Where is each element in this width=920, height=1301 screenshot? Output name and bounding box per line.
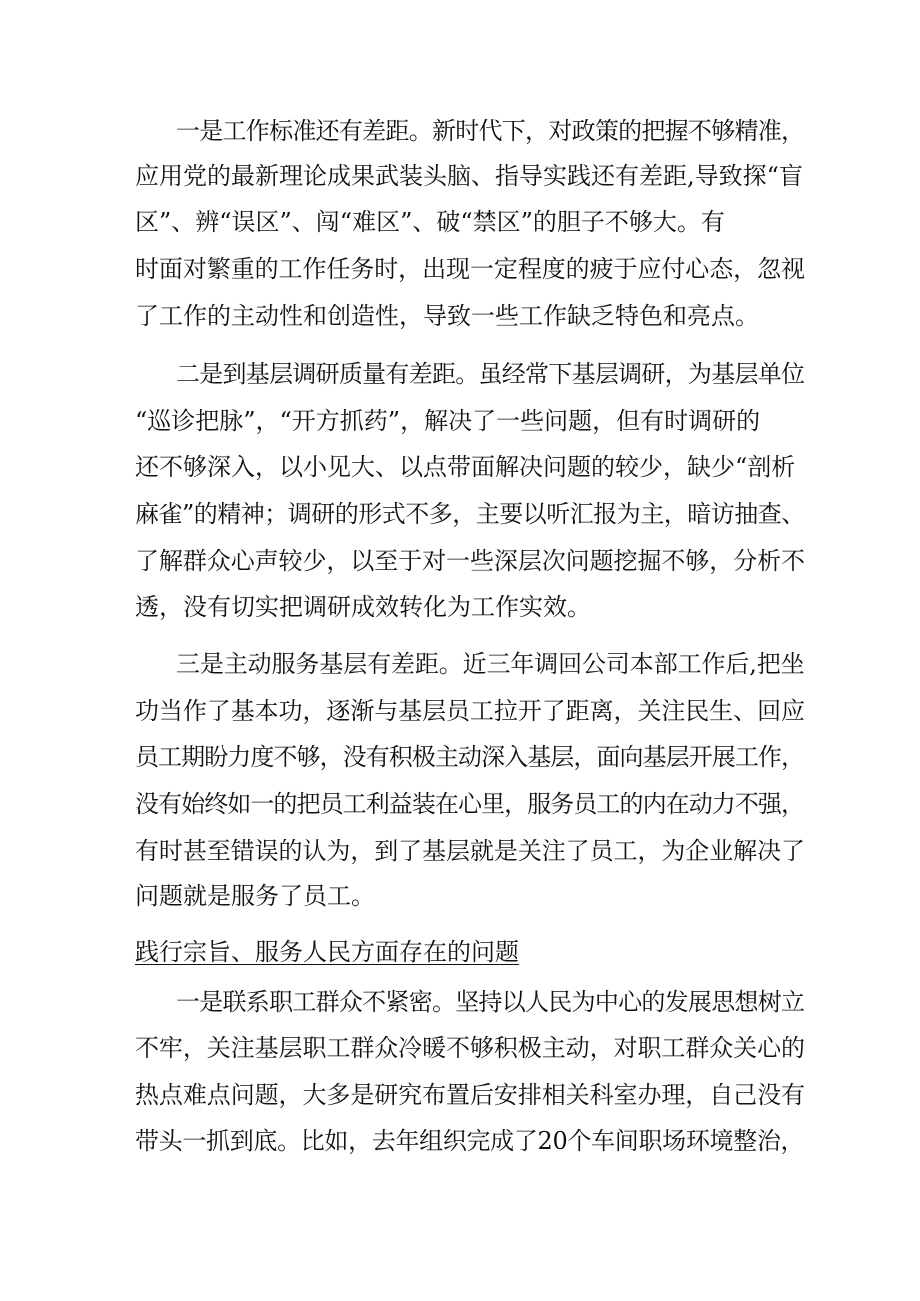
paragraph-line: 问题就是服务了员工。 <box>135 882 375 910</box>
paragraph-line: 没有始终如一的把员工利益装在心里，服务员工的内在动力不强， <box>135 790 805 818</box>
section-heading: 践行宗旨、服务人民方面存在的问题 <box>135 938 519 966</box>
paragraph-line: 员工期盼力度不够，没有积极主动深入基层，面向基层开展工作， <box>135 743 805 771</box>
paragraph-line: 了工作的主动性和创造性，导致一些工作缺乏特色和亮点。 <box>135 302 759 330</box>
paragraph-line: 三是主动服务基层有差距。近三年调回公司本部工作后,把坐 <box>176 650 805 678</box>
paragraph-line: 一是联系职工群众不紧密。坚持以人民为中心的发展思想树立 <box>176 988 805 1016</box>
paragraph-line: 不牢，关注基层职工群众冷暖不够积极主动，对职工群众关心的 <box>135 1034 805 1062</box>
paragraph-line: 时面对繁重的工作任务时，出现一定程度的疲于应付心态，忽视 <box>135 255 805 283</box>
paragraph-line: “巡诊把脉”，“开方抓药”，解决了一些问题，但有时调研的 <box>135 407 761 435</box>
paragraph-line: 区”、辨“误区”、闯“难区”、破“禁区”的胆子不够大。有 <box>135 208 725 236</box>
paragraph-line: 功当作了基本功，逐渐与基层员工拉开了距离，关注民生、回应 <box>135 697 805 725</box>
paragraph-line: 了解群众心声较少，以至于对一些深层次问题挖掘不够，分析不 <box>135 547 805 575</box>
paragraph-line: 应用党的最新理论成果武装头脑、指导实践还有差距,导致探“盲 <box>135 162 803 190</box>
paragraph-line: 麻雀”的精神；调研的形式不多，主要以听汇报为主，暗访抽查、 <box>135 500 805 528</box>
paragraph-line: 二是到基层调研质量有差距。虽经常下基层调研，为基层单位 <box>176 360 805 388</box>
paragraph-line: 还不够深入，以小见大、以点带面解决问题的较少，缺少“剖析 <box>135 453 796 481</box>
paragraph-line: 有时甚至错误的认为，到了基层就是关注了员工，为企业解决了 <box>135 837 805 865</box>
paragraph-line: 带头一抓到底。比如，去年组织完成了20个车间职场环境整治， <box>135 1127 805 1155</box>
paragraph-line: 透，没有切实把调研成效转化为工作实效。 <box>135 593 591 621</box>
paragraph-line: 一是工作标准还有差距。新时代下，对政策的把握不够精准， <box>176 117 805 145</box>
paragraph-line: 热点难点问题，大多是研究布置后安排相关科室办理，自己没有 <box>135 1081 805 1109</box>
